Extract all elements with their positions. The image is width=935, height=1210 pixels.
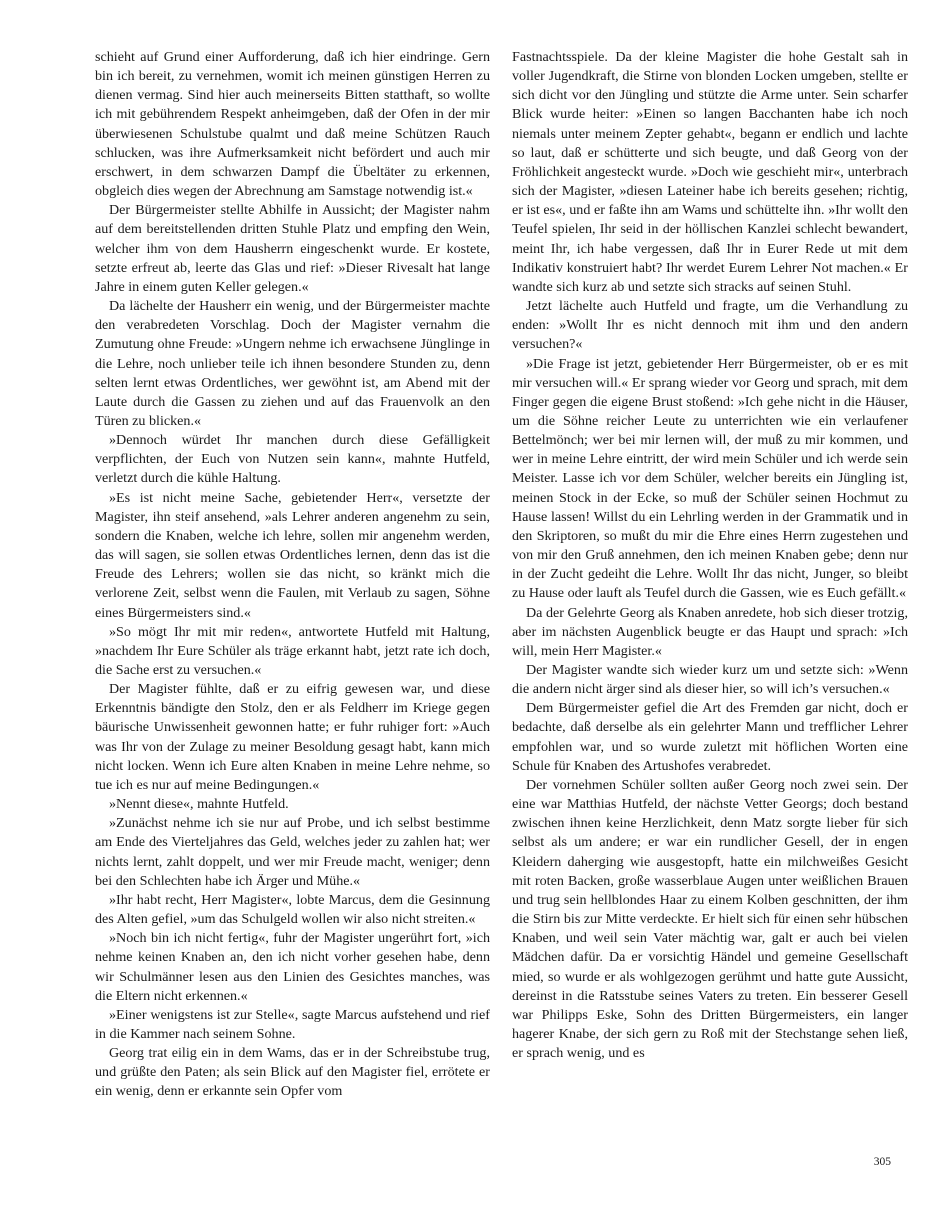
paragraph: »Einer wenigstens ist zur Stelle«, sagte Marcus aufstehend und rief in die Kammer nach seinem Sohne. xyxy=(95,1006,490,1042)
paragraph: Der Magister wandte sich wieder kurz um und setzte sich: »Wenn die andern nicht ärger sind als dieser hier, so will ich’s versuchen.« xyxy=(512,662,908,698)
paragraph: Der vornehmen Schüler sollten außer Georg noch zwei sein. Der eine war Matthias Hutfeld, der nächste Vetter Georgs; doch bestand zwischen ihnen keine Herzlichkeit, denn Matz sorgte lieber für sich selbst als um andere; er war ein rundlicher Gesell, der in engen Kleidern daherging wie ausgestopft, hatte ein milchweißes Gesicht mit roten Backen, große wasserblaue Augen unter weißlichen Brauen und trug sein hellblondes Haar zu einem Kolben geschnitten, der ihm die Stirn bis zur Mitte verdeckte. Er hielt sich für einen sehr hübschen Knaben, und weil sein Vater mächtig war, galt er auch bei vielen Mädchen dafür. Da er vorsichtig Händel und gemeine Gesellschaft mied, so wurde er als wohlgezogen gerühmt und hatte gute Aussicht, dereinst in die Ratsstube seines Vaters zu treten. Ein besserer Gesell war Philipps Eske, Sohn des Dritten Bürgermeisters, ein langer hagerer Knabe, der sich gern zu Roß mit der Stechstange sehen ließ, er sprach wenig, und es xyxy=(512,776,908,1062)
paragraph: Georg trat eilig ein in dem Wams, das er in der Schreibstube trug, und grüßte den Paten; als sein Blick auf den Magister fiel, errötete er ein wenig, denn er erkannte sein Opfer vom xyxy=(95,1045,490,1100)
paragraph: Der Magister fühlte, daß er zu eifrig gewesen war, und diese Erkenntnis bändigte den Stolz, den er als Feldherr im Kriege gegen bäurische Unwissenheit gewonnen hatte; er fuhr ruhiger fort: »Auch was Ihr von der Zulage zu meiner Besoldung gesagt habt, kann mich nicht locken. Wenn ich Eure alten Knaben in meine Lehre nehme, so tue ich es nur auf meine Bedingungen.« xyxy=(95,681,490,793)
page-number: 305 xyxy=(873,1156,891,1168)
paragraph: schieht auf Grund einer Aufforderung, daß ich hier eindringe. Gern bin ich bereit, zu vernehmen, womit ich meinen günstigen Herren zu dienen vermag. Sind hier auch meinerseits Bitten statthaft, so wollte ich mit gebührendem Respekt anheimgeben, daß der Ofen in der mir überwiesenen Schulstube qualmt und daß meine Schützen Rauch schlucken, was ihre Aufmerksamkeit nicht befördert und auch mir erschwert, in dem schwarzen Dampf die Übeltäter zu erkennen, obgleich dies wegen der Abrechnung am Samstage notwendig ist.« xyxy=(95,49,490,200)
paragraph: »Nennt diese«, mahnte Hutfeld. xyxy=(109,796,289,813)
left-column xyxy=(95,48,490,1102)
paragraph: »Ihr habt recht, Herr Magister«, lobte Marcus, dem die Gesinnung des Alten gefiel, »um das Schulgeld wollen wir also nicht streiten.« xyxy=(95,891,490,928)
right-column xyxy=(512,48,908,1063)
paragraph: Jetzt lächelte auch Hutfeld und fragte, um die Verhandlung zu enden: »Wollt Ihr es nicht dennoch mit ihm und den andern versuchen?« xyxy=(512,298,908,353)
paragraph: »Dennoch würdet Ihr manchen durch diese Gefälligkeit verpflichten, der Euch von Nutzen sein kann«, mahnte Hutfeld, verletzt durch die kühle Haltung. xyxy=(95,432,490,487)
paragraph: Da der Gelehrte Georg als Knaben anredete, hob sich dieser trotzig, aber im nächsten Augenblick beugte er das Haupt und sprach: »Ich will, mein Herr Magister.« xyxy=(512,604,908,659)
paragraph: Dem Bürgermeister gefiel die Art des Fremden gar nicht, doch er bedachte, daß derselbe als ein gelehrter Mann und trefflicher Lehrer empfohlen war, und so wurde zuletzt mit höflichen Worten eine Schule für Knaben des Artushofes verabredet. xyxy=(512,700,908,774)
paragraph: »So mögt Ihr mit mir reden«, antwortete Hutfeld mit Haltung, »nachdem Ihr Eure Schüler als träge erkannt habt, jetzt rate ich doch, die Sache erst zu versuchen.« xyxy=(95,623,490,678)
paragraph: Da lächelte der Hausherr ein wenig, und der Bürgermeister machte den verabredeten Vorschlag. Doch der Magister vernahm die Zumutung ohne Freude: »Ungern nehme ich erwachsene Jünglinge in die Lehre, noch unlieber teile ich ihnen besondere Stunden zu, denn selten lernt etwas Ordentliches, wer gewöhnt ist, am Abend mit der Laute durch die Gassen zu ziehen und auf das Frauenvolk an den Türen zu blicken.« xyxy=(95,298,490,429)
paragraph: »Zunächst nehme ich sie nur auf Probe, und ich selbst bestimme am Ende des Vierteljahres das Geld, welches jeder zu zahlen hat; wer nichts lernt, zahlt doppelt, und wer mir Freude macht, weniger; denn bei den Schlechten habe ich Ärger und Mühe.« xyxy=(95,815,490,889)
paragraph: Der Bürgermeister stellte Abhilfe in Aussicht; der Magister nahm auf dem bereitstellenden dritten Stuhle Platz und empfing den Wein, welcher ihm von dem Hausherrn eingeschenkt wurde. Er kostete, setzte erfreut ab, leerte das Glas und rief: »Dieser Rivesalt hat lange Jahre in einem guten Keller gelegen.« xyxy=(95,202,490,295)
paragraph: »Noch bin ich nicht fertig«, fuhr der Magister ungerührt fort, »ich nehme keinen Knaben an, den ich nicht vorher gesehen habe, denn wir Schulmänner lesen aus den Linien des Gesichtes manches, was die Eltern nicht erkennen.« xyxy=(95,930,490,1004)
paragraph: »Es ist nicht meine Sache, gebietender Herr«, versetzte der Magister, ihn steif ansehend, »als Lehrer anderen angenehm zu sein, sondern die Knaben, welche ich lehre, sollen mir angenehm werden, das will sagen, sie sollen etwas Ordentliches lernen, denn das ist die Freude des Lehrers; wollen sie das nicht, so kränkt mich die verlorene Zeit, selbst wenn die Faulen, mit Verlaub zu sagen, Söhne eines Bürgermeisters sind.« xyxy=(95,489,490,621)
paragraph: Fastnachtsspiele. Da der kleine Magister die hohe Gestalt sah in voller Jugendkraft, die Stirne von blonden Locken umgeben, stellte er sich dicht vor den Jüngling und stützte die Arme unter. Sein scharfer Blick wurde heiter: »Einen so langen Bacchanten habe ich noch niemals unter meinem Zepter gehabt«, begann er endlich und lachte so laut, daß er schütterte und sich beugte, und daß Georg von der Fröhlichkeit angesteckt wurde. »Doch wie geschieht mir«, unterbrach sich der Magister, »diesen Lateiner habe ich bereits gesehen; richtig, er ist es«, und er faßte ihn am Wams und schüttelte ihn. »Ihr wollt den Teufel spielen, Ihr seid in der höllischen Kanzlei schlecht bewandert, meint Ihr, ich habe vergessen, daß Ihr in Eurer Rede ut mit dem Indikativ konstruiert habt? Ihr werdet Eurem Lehrer Not machen.« Er wandte sich kurz ab und setzte sich stracks auf seinen Stuhl. xyxy=(512,49,908,295)
paragraph: »Die Frage ist jetzt, gebietender Herr Bürgermeister, ob er es mit mir versuchen will.« Er sprang wieder vor Georg und sprach, mit dem Finger gegen die eigene Brust stoßend: »Ich gehe nicht in die Häuser, um die Söhne reicher Leute zu unterrichten wie ein verlaufener Bettelmönch; wer bei mir lernen will, der muß zu mir kommen, und wer in meine Lehre eintritt, der wird mein Schüler und ich werde sein Meister. Lasse ich vor dem Schüler, welcher bereits ein Jüngling ist, meinen Stock in der Ecke, so muß der Schüler seinen Hochmut zu Hause lassen! Willst du ein Lehrling werden in der Grammatik und in den Skriptoren, so mußt du mir die Ehre eines Herrn zugestehen und von mir den Gruß annehmen, den ich meinen Knaben gebe; denn nur in der Zucht gedeiht die Lehre. Wollt Ihr das nicht, Junger, so bleibt zu Hause oder lauft als Teufel durch die Gassen, wie es Euch gefällt.« xyxy=(512,355,908,602)
